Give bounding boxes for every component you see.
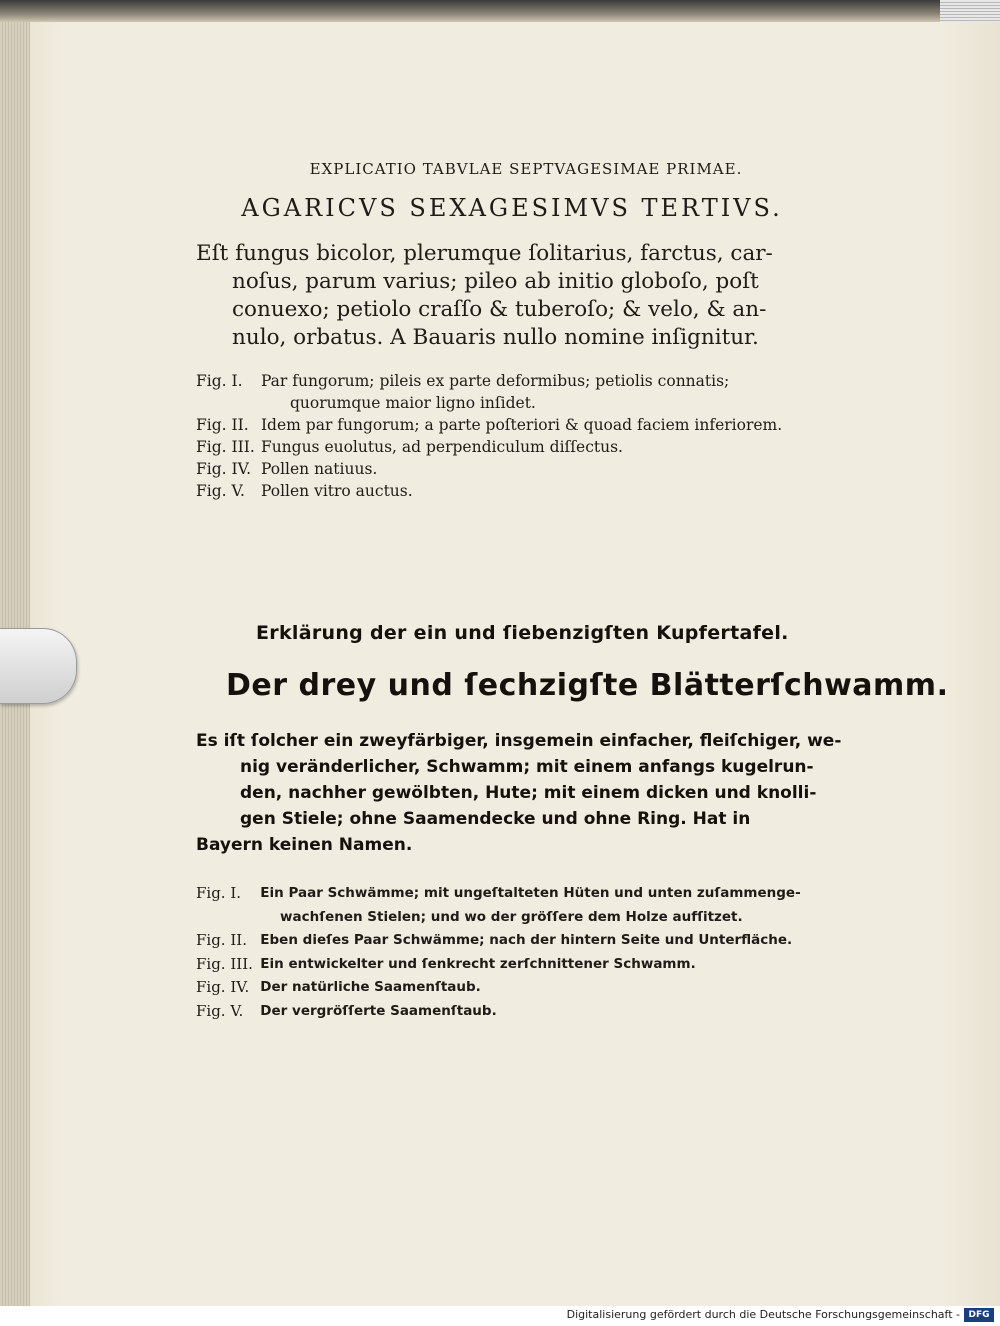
figure-number: Fig. III.	[196, 438, 255, 456]
german-description-line: nig veränderlicher, Schwamm; mit einem anfangs kugelrun-	[240, 757, 814, 777]
figure-caption: Eben dieſes Paar Schwämme; nach der hintern Seite und Unterfläche.	[260, 932, 793, 948]
latin-description-line: noſus, parum varius; pileo ab initio globoſo, poſt	[232, 269, 759, 294]
list-item	[196, 370, 826, 392]
figure-caption-continued: quorumque maior ligno inſidet.	[290, 394, 536, 412]
list-item	[196, 953, 826, 977]
latin-title: AGARICVS SEXAGESIMVS TERTIVS.	[241, 194, 783, 222]
german-title: Der drey und ſechzigſte Blätterſchwamm.	[226, 668, 949, 703]
latin-description-line: Eſt fungus bicolor, plerumque ſolitarius, farctus, car-	[196, 241, 773, 266]
figure-caption: Ein Paar Schwämme; mit ungeſtalteten Hüten und unten zuſammenge-	[260, 885, 801, 901]
page-clip	[0, 628, 77, 704]
figure-caption: Fungus euolutus, ad perpendiculum diſſectus.	[260, 438, 623, 456]
figure-caption: Pollen natiuus.	[260, 460, 378, 478]
list-item	[196, 976, 826, 1000]
latin-figure-list	[196, 370, 826, 502]
german-description-line: Es iſt ſolcher ein zweyfärbiger, insgemein einfacher, fleiſchiger, we-	[196, 731, 842, 751]
latin-description-line: conuexo; petiolo craſſo & tuberoſo; & velo, & an-	[232, 297, 767, 322]
figure-number: Fig. IV.	[196, 978, 250, 996]
dfg-logo: DFG	[964, 1308, 994, 1322]
figure-number: Fig. II.	[196, 416, 249, 434]
list-item	[196, 929, 826, 953]
list-item	[196, 414, 826, 436]
figure-number: Fig. V.	[196, 482, 245, 500]
figure-caption: Der natürliche Saamenſtaub.	[260, 979, 481, 995]
list-item	[196, 480, 826, 502]
latin-description-line: nulo, orbatus. A Bauaris nullo nomine inſignitur.	[232, 325, 759, 350]
german-description	[196, 728, 842, 858]
page-top-edge	[0, 0, 1000, 22]
german-figure-list	[196, 882, 826, 1023]
latin-description	[196, 240, 820, 352]
figure-caption: Idem par fungorum; a parte poſteriori & quoad faciem inferiorem.	[260, 416, 783, 434]
german-header: Erklärung der ein und ſiebenzigſten Kupfertafel.	[256, 622, 789, 644]
figure-caption: Pollen vitro auctus.	[260, 482, 413, 500]
figure-number: Fig. I.	[196, 884, 242, 902]
list-item	[196, 458, 826, 480]
german-description-line: den, nachher gewölbten, Hute; mit einem dicken und knolli-	[240, 783, 817, 803]
list-item	[196, 882, 826, 906]
figure-caption: Ein entwickelter und ſenkrecht zerſchnittener Schwamm.	[260, 955, 696, 972]
german-description-line: gen Stiele; ohne Saamendecke und ohne Ring. Hat in	[240, 809, 751, 829]
figure-number: Fig. II.	[196, 931, 247, 949]
figure-caption: Der vergröſſerte Saamenſtaub.	[260, 1002, 497, 1019]
german-description-line: Bayern keinen Namen.	[196, 835, 413, 855]
figure-number: Fig. IV.	[196, 460, 252, 478]
figure-caption: Par fungorum; pileis ex parte deformibus; petiolis connatis;	[260, 372, 730, 390]
list-item	[196, 436, 826, 458]
footer-credit: Digitalisierung gefördert durch die Deutsche Forschungsgemeinschaft -	[566, 1308, 960, 1321]
latin-header: EXPLICATIO TABVLAE SEPTVAGESIMAE PRIMAE.	[309, 160, 743, 178]
list-item	[196, 1000, 826, 1024]
figure-number: Fig. I.	[196, 372, 243, 390]
figure-caption-continued: wachſenen Stielen; und wo der gröſſere dem Holze aufſitzet.	[280, 908, 743, 925]
figure-number: Fig. V.	[196, 1001, 244, 1020]
figure-number: Fig. III.	[196, 954, 253, 973]
